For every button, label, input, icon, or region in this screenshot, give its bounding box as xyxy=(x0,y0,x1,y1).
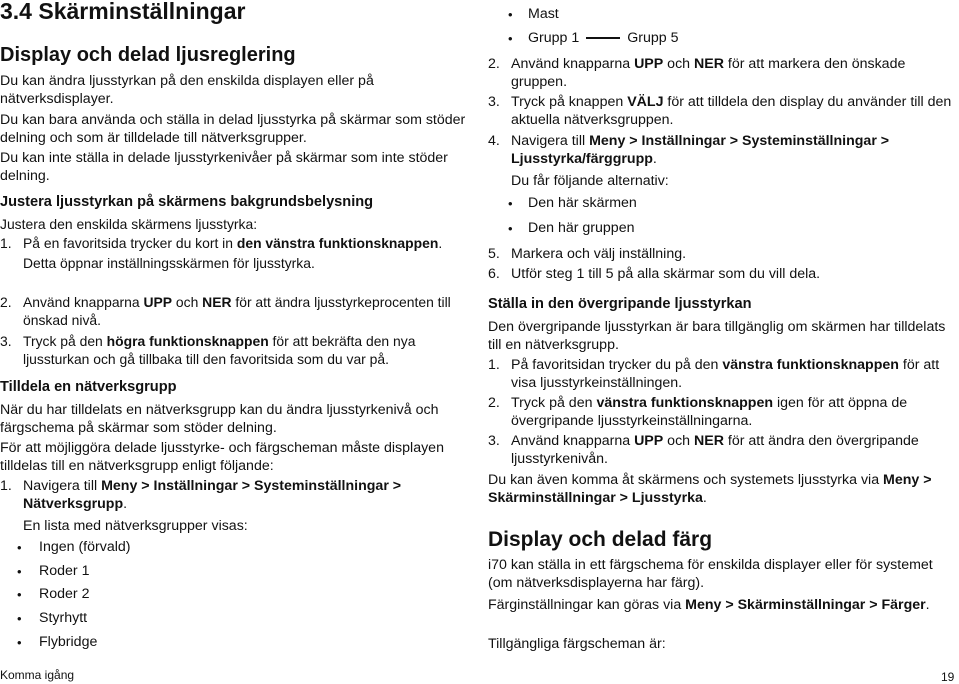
paragraph-color-settings: Färginställningar kan göras via Meny > Skärminställningar > Färger. xyxy=(488,597,930,613)
group-step-5: 5. Markera och välj inställning. xyxy=(488,246,687,262)
paragraph-shared: Du kan bara använda och ställa in delad ljusstyrka på skärmar som stöder delning och som är tilldelade till nätverksgrupper. xyxy=(0,112,466,146)
list-item: Ingen (förvald) xyxy=(39,539,131,555)
global-step-3: 3. Använd knapparna UPP och NER för att ändra den övergripande ljusstyrkenivån. xyxy=(488,433,919,467)
bullet: • xyxy=(508,196,513,211)
list-item: Mast xyxy=(528,6,559,22)
list-item: Styrhytt xyxy=(39,610,88,626)
list-item: Den här gruppen xyxy=(528,220,635,236)
global-step-2: 2. Tryck på den vänstra funktionsknappen igen för att öppna de övergripande ljusstyrkeinställningarna. xyxy=(488,395,908,429)
heading-display-brightness: Display och delad ljusreglering xyxy=(0,44,296,66)
bullet: • xyxy=(508,7,513,22)
heading-adjust-backlight: Justera ljusstyrkan på skärmens bakgrundsbelysning xyxy=(0,194,374,210)
list-item-range: Grupp 1 Grupp 5 xyxy=(528,30,679,46)
paragraph-adjust: Justera den enskilda skärmens ljusstyrka: xyxy=(0,216,258,232)
step-1: 1. På en favoritsida trycker du kort in den vänstra funktionsknappen. Detta öppnar inställningsskärmen för ljusstyrka. xyxy=(0,235,460,272)
list-item: Den här skärmen xyxy=(528,195,637,211)
page-number: 19 xyxy=(941,670,955,684)
group-step-4: 4. Navigera till Meny > Inställningar > Systeminställningar > Ljusstyrka/färggrupp. Du får följande alternativ: xyxy=(488,132,953,190)
bullet: • xyxy=(17,540,22,555)
paragraph-enable: För att möjliggöra delade ljusstyrke- och färgscheman måste displayen tilldelas till en nätverksgrupp enligt följande: xyxy=(0,440,444,474)
group-step-6: 6. Utför steg 1 till 5 på alla skärmar som du vill dela. xyxy=(488,266,821,282)
global-step-1: 1. På favoritsidan trycker du på den vänstra funktionsknappen för att visa ljusstyrkeinställningen. xyxy=(488,357,940,391)
section-title: 3.4 Skärminställningar xyxy=(0,0,246,24)
step-1-note: Detta öppnar inställningsskärmen för ljusstyrka. xyxy=(23,254,315,271)
group-step-4-note: Du får följande alternativ: xyxy=(511,173,669,189)
group-step-3: 3. Tryck på knappen VÄLJ för att tilldela den display du använder till den aktuella nätverksgruppen. xyxy=(488,94,952,128)
list-item: Flybridge xyxy=(39,634,98,650)
step-2: 2. Använd knapparna UPP och NER för att ändra ljusstyrkeprocenten till önskad nivå. xyxy=(0,294,451,328)
bullet: • xyxy=(17,587,22,602)
assign-step-1: 1. Navigera till Meny > Inställningar > Systeminställningar > Nätverksgrupp. En lista med nätverksgrupper visas: xyxy=(0,477,460,535)
list-item: Roder 1 xyxy=(39,563,90,579)
paragraph-color: i70 kan ställa in ett färgschema för enskilda displayer eller för systemet (om nätverksdisplayerna har färg). xyxy=(488,557,933,591)
footer-chapter: Komma igång xyxy=(0,668,75,682)
bullet: • xyxy=(508,221,513,236)
list-item: Roder 2 xyxy=(39,586,90,602)
right-column xyxy=(488,0,953,682)
paragraph-global: Den övergripande ljusstyrkan är bara tillgänglig om skärmen har tilldelats till en nätverksgrupp. xyxy=(488,319,946,353)
assign-step-1-note: En lista med nätverksgrupper visas: xyxy=(23,518,248,534)
heading-display-color: Display och delad färg xyxy=(488,528,713,551)
paragraph-also: Du kan även komma åt skärmens och systemets ljusstyrka via Meny > Skärminställningar > Ljusstyrka. xyxy=(488,472,932,506)
heading-global-brightness: Ställa in den övergripande ljusstyrkan xyxy=(488,296,752,312)
paragraph-color-schemes: Tillgängliga färgscheman är: xyxy=(488,636,666,652)
paragraph-intro: Du kan ändra ljusstyrkan på den enskilda displayen eller på nätverksdisplayer. xyxy=(0,73,374,107)
left-column xyxy=(0,0,470,682)
bullet: • xyxy=(17,564,22,579)
paragraph-assign: När du har tilldelats en nätverksgrupp kan du ändra ljusstyrkenivå och färgschema på skärmar som stöder delning. xyxy=(0,402,439,436)
heading-assign-group: Tilldela en nätverksgrupp xyxy=(0,379,177,395)
bullet: • xyxy=(508,31,513,46)
dash-icon xyxy=(586,37,620,39)
step-3: 3. Tryck på den högra funktionsknappen för att bekräfta den nya ljussturkan och gå tillbaka till den favoritsida som du var på. xyxy=(0,333,416,367)
bullet: • xyxy=(17,611,22,626)
group-step-2: 2. Använd knapparna UPP och NER för att markera den önskade gruppen. xyxy=(488,56,906,90)
bullet: • xyxy=(17,635,22,650)
paragraph-no-shared: Du kan inte ställa in delade ljusstyrkenivåer på skärmar som inte stöder delning. xyxy=(0,150,448,184)
